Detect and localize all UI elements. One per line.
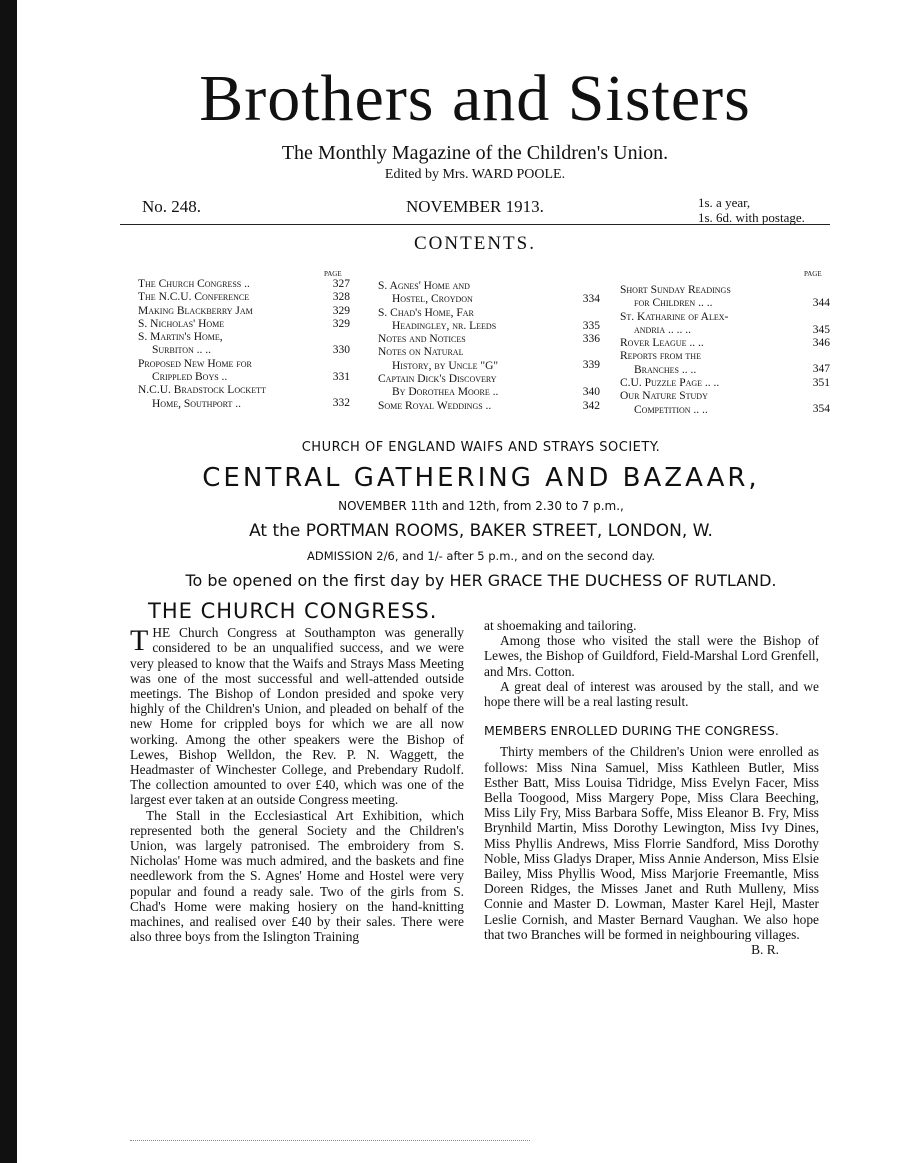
price-info — [698, 195, 805, 225]
issue-info — [120, 197, 830, 231]
article-paragraph: THE Church Congress at Southampton was generally considered to be an unqualified success, and we were very pleased to know that the Waifs and Strays Mass Meeting was one of the most successful and well-attended outside meetings. The Bishop of London presided and spoke very highly of the Children's Union, and pleaded on behalf of the new Home for crippled boys for which we are all now working. Among the other speakers were the Bishop of Lewes, Bishop Welldon, the Rev. P. N. Waggett, the Headmaster of Winchester College, and Prebendary Rudolf. The collection amounted to over £40, which was one of the largest ever taken at an outside Congress meeting. — [130, 624, 464, 808]
advert-opening: To be opened on the first day by HER GRACE THE DUCHESS OF RUTLAND. — [185, 571, 777, 590]
price-line-2: 1s. 6d. with postage. — [698, 210, 805, 225]
contents-column-3 — [620, 268, 830, 417]
contents-entry[interactable]: Rover League .. .. 346 — [620, 337, 830, 350]
contents-entry[interactable]: N.C.U. Bradstock Lockett Home, Southport .. 332 — [138, 384, 350, 410]
contents-entry[interactable]: S. Chad's Home, Far Headingley, nr. Leeds 335 — [378, 306, 600, 332]
article-column-left — [130, 599, 464, 945]
article-paragraph: A great deal of interest was aroused by the stall, and we hope there will be a real lasting result. — [484, 678, 819, 710]
magazine-title: Brothers and Sisters — [199, 62, 751, 135]
page — [120, 60, 830, 255]
contents-entry[interactable]: C.U. Puzzle Page .. .. 351 — [620, 377, 830, 390]
contents-column-2 — [378, 268, 600, 413]
advert-admission: ADMISSION 2/6, and 1/- after 5 p.m., and on the second day. — [306, 549, 656, 563]
article-title: THE CHURCH CONGRESS. — [148, 599, 438, 623]
contents-entry[interactable]: St. Katharine of Alex- andria .. .. .. 345 — [620, 310, 830, 336]
bazaar-advert — [136, 440, 826, 590]
header-rule — [120, 224, 830, 225]
magazine-subtitle: The Monthly Magazine of the Children's Union. — [281, 142, 669, 164]
advert-title: CENTRAL GATHERING AND BAZAAR, — [202, 463, 760, 493]
article-column-right — [484, 618, 819, 957]
article-paragraph: at shoemaking and tailoring. — [484, 618, 637, 633]
contents-entry[interactable]: Captain Dick's Discovery By Dorothea Moore .. 340 — [378, 373, 600, 399]
editor-line: Edited by Mrs. WARD POOLE. — [384, 167, 566, 182]
advert-society: CHURCH OF ENGLAND WAIFS AND STRAYS SOCIETY. — [301, 440, 661, 455]
contents-entry[interactable]: Our Nature Study Competition .. .. 354 — [620, 390, 830, 416]
advert-dates: NOVEMBER 11th and 12th, from 2.30 to 7 p.m., — [338, 499, 624, 513]
article-paragraph: The Stall in the Ecclesiastical Art Exhibition, which represented both the general Society and the Children's Union, was largely patronised. The embroidery from S. Nicholas' Home was much admired, and the baskets and fine needlework from the S. Agnes' Home and Hostel were very popular and found a ready sale. Two of the girls from S. Chad's Home were making hosiery on the hand-knitting machines, and realised over £40 by their sales. There were also three boys from the Islington Training — [130, 807, 464, 945]
contents-table — [138, 268, 838, 428]
contents-entry[interactable]: S. Martin's Home, Surbiton .. .. 330 — [138, 331, 350, 357]
contents-heading: CONTENTS. — [414, 233, 536, 254]
page-label: PAGE — [324, 270, 342, 278]
contents-entry[interactable]: The N.C.U. Conference 328 — [138, 291, 350, 304]
page-edge-marks — [130, 1140, 530, 1141]
article-paragraph: Thirty members of the Children's Union were enrolled as follows: Miss Nina Samuel, Miss Kathleen Butler, Miss Esther Batt, Miss Louisa Tidridge, Miss Evelyn Facer, Miss Bella Toogood, Miss Margery Pope, Miss Clara Beeching, Miss Lily Fry, Miss Barbara Soffe, Miss Eleanor B. Fry, Miss Brynhild Martin, Miss Dorothy Lewington, Miss Ivy Dines, Miss Phyllis Andrews, Miss Florrie Sandford, Miss Dorothy Noble, Miss Gladys Draper, Miss Annie Anderson, Miss Elsie Bailey, Miss Phyllis Wood, Miss Marjorie Freemantle, Miss Doreen Ridges, the Misses Janet and Ruth Mulleny, Miss Connie and Master D. Lowman, Master Karel Hejl, Master Leslie Cornish, and Master Bernard Vaughan. We also hope that two Branches will be formed in neighbouring villages. — [484, 744, 819, 942]
contents-entry[interactable]: Some Royal Weddings .. 342 — [378, 399, 600, 412]
page-label: PAGE — [804, 270, 822, 278]
signature: B. R. — [751, 942, 779, 958]
contents-column-1 — [138, 268, 350, 411]
contents-entry[interactable]: Notes and Notices 336 — [378, 333, 600, 346]
drop-cap: T — [130, 624, 149, 658]
contents-entry[interactable]: Proposed New Home for Crippled Boys .. 331 — [138, 357, 350, 384]
article-paragraph: Among those who visited the stall were the Bishop of Lewes, the Bishop of Guildford, Field-Marshal Lord Grenfell, and Mrs. Cotton. — [484, 633, 819, 679]
issue-date: NOVEMBER 1913. — [406, 197, 544, 216]
contents-entry[interactable]: Notes on Natural History, by Uncle "G" 339 — [378, 346, 600, 372]
advert-venue: At the PORTMAN ROOMS, BAKER STREET, LONDON, W. — [249, 521, 713, 541]
contents-entry[interactable]: The Church Congress .. 327 — [138, 278, 350, 290]
binding-edge — [0, 0, 17, 1163]
contents-entry[interactable]: Short Sunday Readings for Children .. .. 344 — [620, 284, 830, 310]
contents-entry[interactable]: Reports from the Branches .. .. 347 — [620, 350, 830, 376]
issue-number: No. 248. — [142, 197, 202, 216]
price-line-1: 1s. a year, — [698, 195, 751, 210]
contents-entry[interactable]: S. Nicholas' Home 329 — [138, 317, 350, 330]
contents-entry[interactable]: Making Blackberry Jam 329 — [138, 304, 350, 317]
members-heading: MEMBERS ENROLLED DURING THE CONGRESS. — [484, 723, 779, 739]
contents-entry[interactable]: S. Agnes' Home and Hostel, Croydon 334 — [378, 280, 600, 306]
